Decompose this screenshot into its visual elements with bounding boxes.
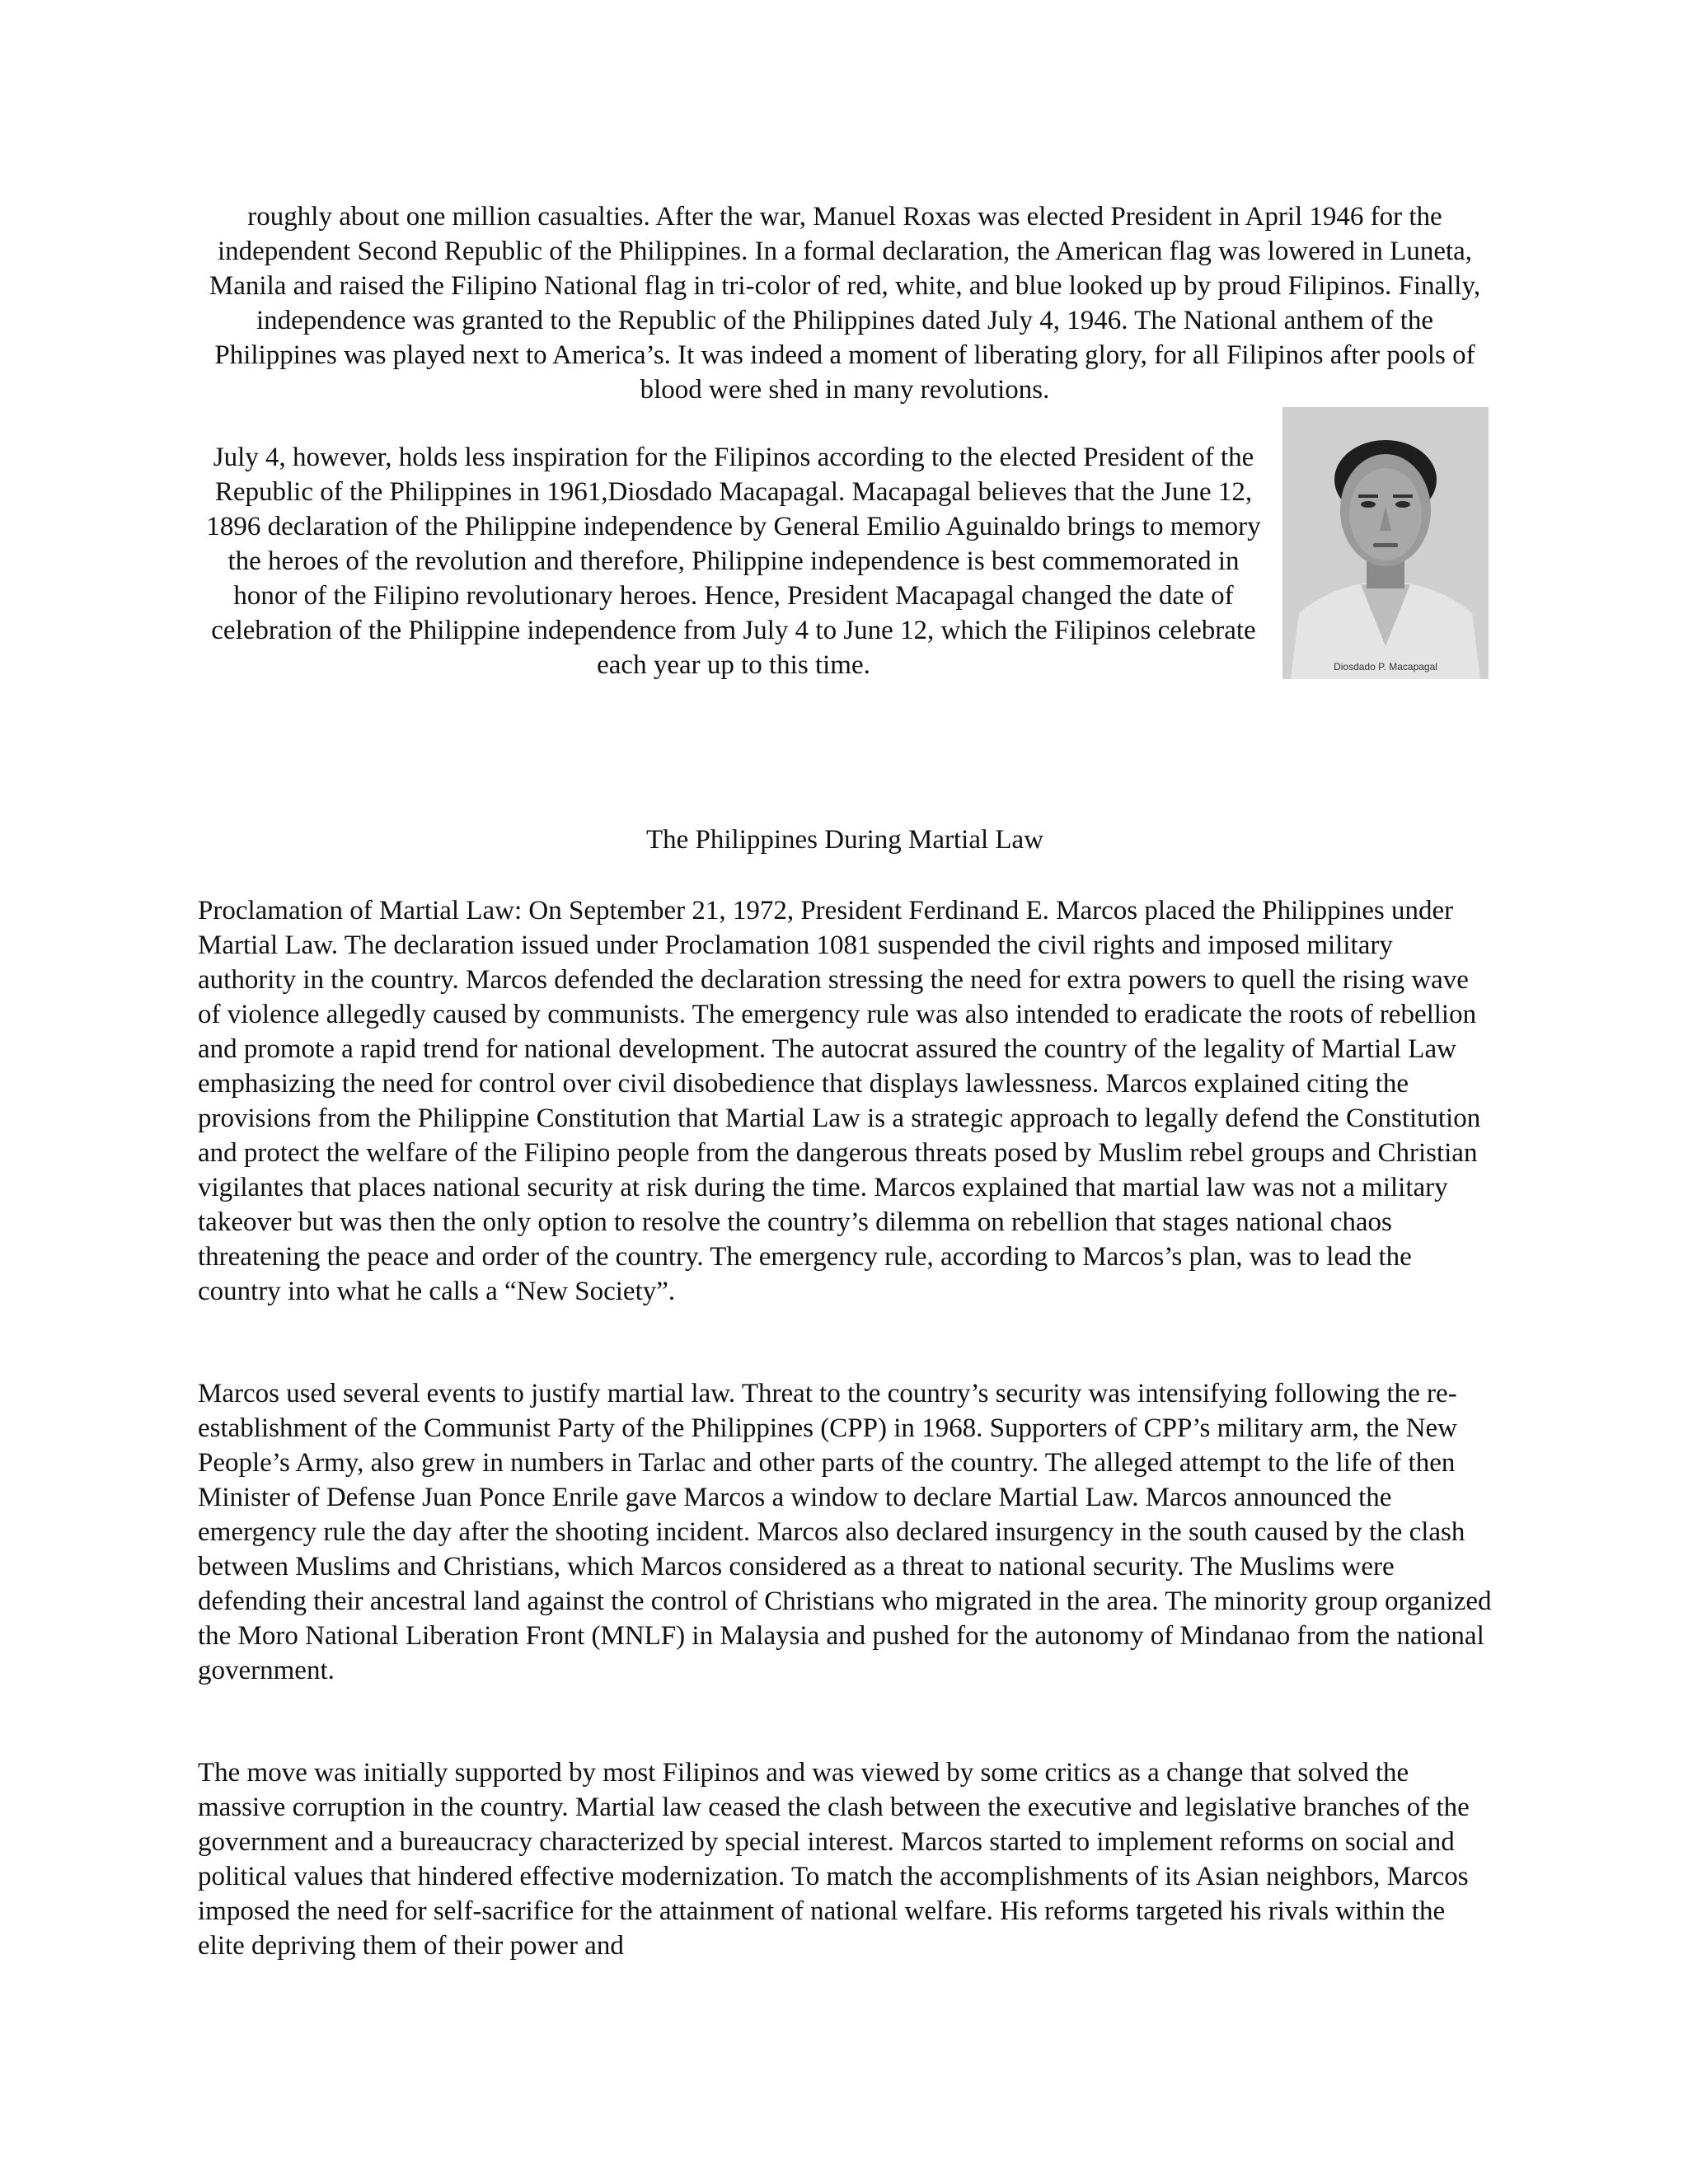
- paragraph-proclamation: Proclamation of Martial Law: On September 21, 1972, President Ferdinand E. Marcos placed the Philippines under Martial Law. The declaration issued under Proclamation 1081 suspended the civil rights and imposed military authority in the country. Marcos defended the declaration stressing the need for extra powers to quell the rising wave of violence allegedly caused by communists. The emergency rule was also intended to eradicate the roots of rebellion and promote a rapid trend for national development. The autocrat assured the country of the legality of Martial Law emphasizing the need for control over civil disobedience that displays lawlessness. Marcos explained citing the provisions from the Philippine Constitution that Martial Law is a strategic approach to legally defend the Constitution and protect the welfare of the Filipino people from the dangerous threats posed by Muslim rebel groups and Christian vigilantes that places national security at risk during the time. Marcos explained that martial law was not a military takeover but was then the only option to resolve the country’s dilemma on rebellion that stages national chaos threatening the peace and order of the country. The emergency rule, according to Marcos’s plan, was to lead the country into what he calls a “New Society”.: [198, 896, 1481, 1306]
- section-heading: The Philippines During Martial Law: [645, 825, 1044, 855]
- paragraph-macapagal: July 4, however, holds less inspiration for the Filipinos according to the elected President of the Republic of the Philippines in 1961,Diosdado Macapagal. Macapagal believes that the June 12, 1896 declaration of the Philippine independence by General Emilio Aguinaldo brings to memory the heroes of the revolution and therefore, Philippine independence is best commemorated in honor of the Filipino revolutionary heroes. Hence, President Macapagal changed the date of celebration of the Philippine independence from July 4 to June 12, which the Filipinos celebrate each year up to this time.: [206, 443, 1261, 680]
- portrait-image: [1282, 407, 1489, 679]
- paragraph-independence: roughly about one million casualties. After the war, Manuel Roxas was elected President in April 1946 for the independent Second Republic of the Philippines. In a formal declaration, the American flag was lowered in Luneta, Manila and raised the Filipino National flag in tri-color of red, white, and blue looked up by proud Filipinos. Finally, independence was granted to the Republic of the Philippines dated July 4, 1946. The National anthem of the Philippines was played next to America’s. It was indeed a moment of liberating glory, for all Filipinos after pools of blood were shed in many revolutions.: [209, 202, 1481, 405]
- portrait-caption: Diosdado P. Macapagal: [1334, 661, 1437, 673]
- paragraph-reforms: The move was initially supported by most Filipinos and was viewed by some critics as a change that solved the massive corruption in the country. Martial law ceased the clash between the executive and legislative branches of the government and a bureaucracy characterized by special interest. Marcos started to implement reforms on social and political values that hindered effective modernization. To match the accomplishments of its Asian neighbors, Marcos imposed the need for self-sacrifice for the attainment of national welfare. His reforms targeted his rivals within the elite depriving them of their power and: [198, 1758, 1470, 1961]
- macapagal-portrait: [1282, 407, 1489, 679]
- paragraph-justification: Marcos used several events to justify martial law. Threat to the country’s security was intensifying following the re-establishment of the Communist Party of the Philippines (CPP) in 1968. Supporters of CPP’s military arm, the New People’s Army, also grew in numbers in Tarlac and other parts of the country. The alleged attempt to the life of then Minister of Defense Juan Ponce Enrile gave Marcos a window to declare Martial Law. Marcos announced the emergency rule the day after the shooting incident. Marcos also declared insurgency in the south caused by the clash between Muslims and Christians, which Marcos considered as a threat to national security. The Muslims were defending their ancestral land against the control of Christians who migrated in the area. The minority group organized the Moro National Liberation Front (MNLF) in Malaysia and pushed for the autonomy of Mindanao from the national government.: [198, 1379, 1492, 1685]
